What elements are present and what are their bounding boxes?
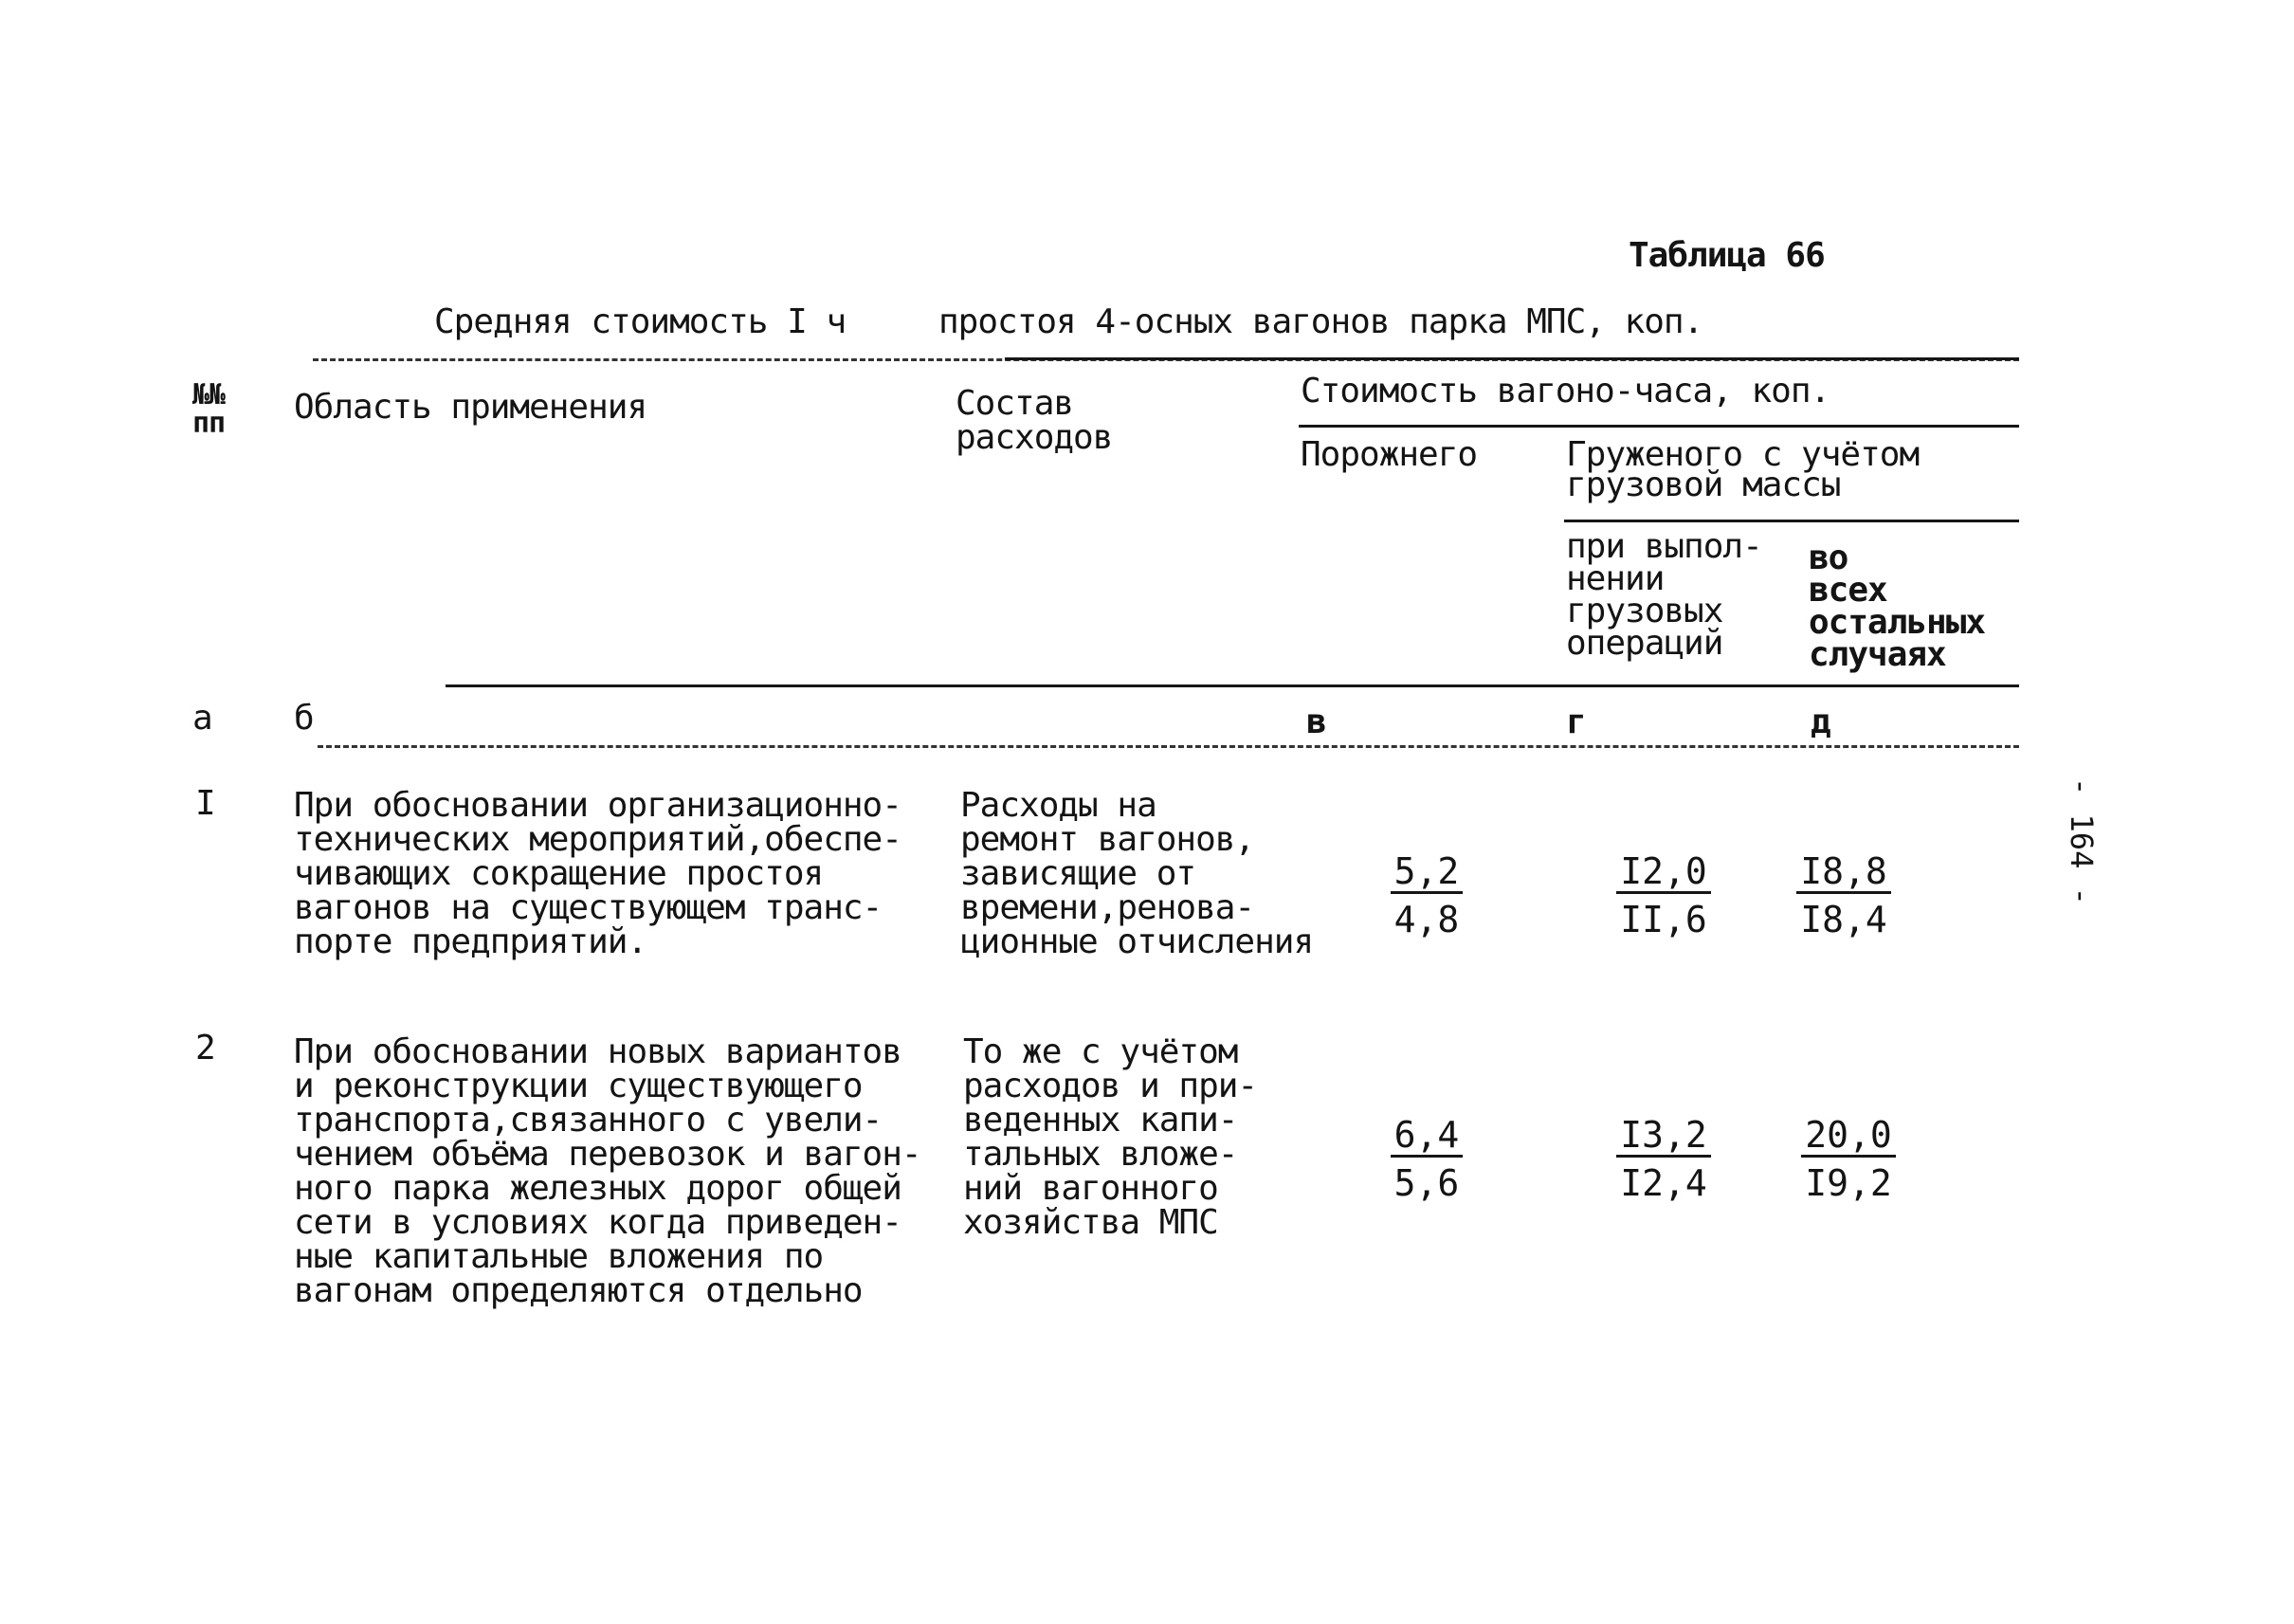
row-1-number: I xyxy=(195,784,215,823)
row-1-cargo-ops-value: I2,0 II,6 xyxy=(1602,851,1725,940)
letters-top-rule xyxy=(446,684,2019,687)
header-num: №№ пп xyxy=(192,378,226,440)
letters-bottom-rule xyxy=(318,745,2019,748)
header-other: во всех остальных случаях xyxy=(1809,538,1986,674)
column-letter-g: г xyxy=(1566,703,1586,741)
column-letter-v: в xyxy=(1306,703,1326,741)
header-top-rule-solid xyxy=(1005,357,2019,360)
header-area: Область применения xyxy=(294,388,647,427)
row-1-area: При обосновании организационно- технических мероприятий,обеспе- чивающих сокращение простоя вагонов на существующем транс- порте предприятий. xyxy=(294,786,901,961)
table-title-left: Средняя стоимость I ч xyxy=(434,302,847,341)
row-1-empty-value: 5,2 4,8 xyxy=(1365,851,1488,940)
cost-group-rule xyxy=(1299,425,2019,428)
table-label: Таблица 66 xyxy=(1629,236,1825,275)
row-2-costs: То же с учётом расходов и при- веденных капи- тальных вложе- ний вагонного хозяйства МПС xyxy=(963,1032,1258,1242)
column-letter-b: б xyxy=(294,699,314,738)
loaded-group-rule xyxy=(1564,520,2019,522)
row-2-empty-value: 6,4 5,6 xyxy=(1365,1115,1488,1203)
column-letter-a: а xyxy=(192,699,212,738)
row-2-number: 2 xyxy=(195,1029,215,1067)
header-costs: Состав расходов xyxy=(956,384,1113,457)
header-loaded: Груженого с учётом грузовой массы xyxy=(1566,435,1920,504)
header-cost-group: Стоимость вагоно-часа, коп. xyxy=(1301,372,1830,411)
row-2-other-value: 20,0 I9,2 xyxy=(1787,1115,1910,1203)
row-1-other-value: I8,8 I8,4 xyxy=(1782,851,1905,940)
page-number: - 164 - xyxy=(2064,777,2100,905)
row-1-costs: Расходы на ремонт вагонов, зависящие от времени,ренова- ционные отчисления xyxy=(960,786,1314,961)
row-2-area: При обосновании новых вариантов и реконструкции существующего транспорта,связанного с увели- чением объёма перевозок и вагон- ного парка железных дорог общей сети в условиях когда приведен- ные капитальные вложения по вагонам определяются отдельно xyxy=(294,1032,921,1310)
row-2-cargo-ops-value: I3,2 I2,4 xyxy=(1602,1115,1725,1203)
column-letter-d: д xyxy=(1811,703,1830,741)
header-empty: Порожнего xyxy=(1301,435,1478,474)
table-title-right: простоя 4-осных вагонов парка МПС, коп. xyxy=(938,302,1703,341)
header-cargo-ops: при выпол- нении грузовых операций xyxy=(1566,527,1762,663)
